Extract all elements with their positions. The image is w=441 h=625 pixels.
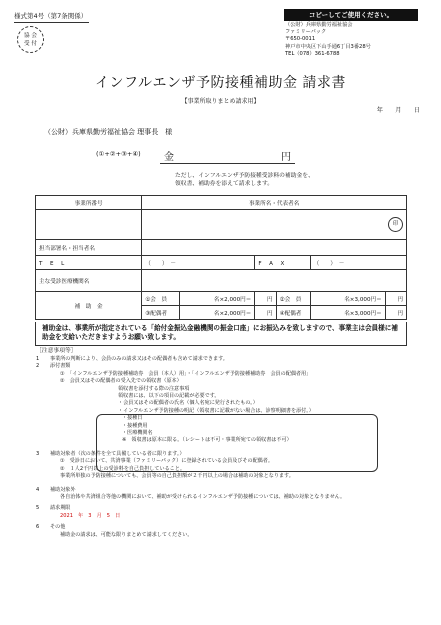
subsidy-cell[interactable]: 円 xyxy=(385,292,406,306)
note-row xyxy=(36,386,412,393)
note-number: 2 xyxy=(36,363,40,370)
document-subtitle: 【事業所取りまとめ請求用】 xyxy=(181,98,260,105)
note-text: ② １人2千円以上の受診料を自己負担していること。 xyxy=(60,465,185,472)
org-line: 〒650-0011 xyxy=(285,36,316,43)
note-text: ① 受診日において、共済事業（ファミリーパック）に登録されている会員及びその配偶者。 xyxy=(60,458,273,465)
subsidy-cell[interactable]: 名×3,000円＝ xyxy=(310,306,385,320)
note-text: ・医療機関名 xyxy=(122,430,153,437)
note-row xyxy=(36,458,412,465)
tel-field[interactable]: （ ） － xyxy=(142,256,255,270)
subsidy-cell[interactable]: 円 xyxy=(385,306,406,320)
subsidy-cell: ③配偶者 xyxy=(142,306,180,320)
clinic-label: 主な受診医療機関名 xyxy=(36,270,142,292)
office-name-field[interactable] xyxy=(142,210,407,240)
note-text: ・接種日 xyxy=(122,415,143,422)
amount-field[interactable] xyxy=(160,148,295,164)
stamp-char: 協 xyxy=(24,33,30,39)
fax-field[interactable]: （ ） － xyxy=(310,256,406,270)
note-text: 補助対象外 xyxy=(50,486,76,493)
note-number: 5 xyxy=(36,505,40,512)
note-text: ・会員又はその配偶者の氏名（個人名宛に発行されたもの。） xyxy=(118,400,258,407)
note-text: 事業所の判断により、会員のみの請求又はその配偶者も含めて請求できます。 xyxy=(50,356,228,362)
office-no-field[interactable] xyxy=(36,210,142,240)
note-text: ② 会員又はその配偶者の受入先での領収書（原本） xyxy=(60,378,182,385)
subsidy-cell[interactable]: 名×2,000円＝ xyxy=(180,292,255,306)
note-row xyxy=(36,415,412,422)
notes-list xyxy=(36,356,412,539)
seal-mark: 印 xyxy=(388,217,403,232)
note-row xyxy=(36,378,412,385)
tel-label: T E L xyxy=(36,256,142,270)
person-label: 担当部署名・担当者名 xyxy=(36,240,142,256)
request-line: 領収書、補助券を添えて請求します。 xyxy=(175,181,274,187)
fax-label: F A X xyxy=(255,256,310,270)
clinic-field[interactable] xyxy=(142,270,407,292)
organization-address xyxy=(285,22,371,58)
amount-suffix: 円 xyxy=(281,152,291,163)
document-title: インフルエンザ予防接種補助金 請求書 xyxy=(95,75,346,91)
amount-formula: (①+②+③+④) xyxy=(96,150,141,158)
note-row xyxy=(36,423,412,430)
note-text: 2021 年 3 月 5 日 xyxy=(60,512,121,519)
note-number: 1 xyxy=(36,356,40,362)
note-text: 領収書を添付する際の注意事項 xyxy=(118,385,190,392)
stamp-char: 受 xyxy=(24,41,30,47)
note-row xyxy=(36,505,412,512)
org-line: TEL（078）361-6788 xyxy=(285,50,340,57)
transfer-notice: 補助金は、事業所が指定されている「給付金振込金融機関の振金口座」にお振込みを致しますので、事業主は会員様に補助金を支給いただきますようお願い致します。 xyxy=(35,322,407,346)
note-row xyxy=(36,494,412,501)
note-text: 補助金の請求は、可能な限りまとめて請求してください。 xyxy=(60,531,193,538)
date-line: 年 月 日 xyxy=(376,107,420,114)
note-number: 4 xyxy=(36,486,40,493)
note-text: ・接種費用 xyxy=(122,422,148,429)
notes-header: ［注意事項等］ xyxy=(36,348,77,354)
subsidy-cell[interactable]: 円 xyxy=(255,306,276,320)
note-text: 請求期限 xyxy=(50,505,71,512)
person-field[interactable] xyxy=(142,240,407,256)
note-row xyxy=(36,400,412,407)
subsidy-cell: ④配偶者 xyxy=(276,306,310,320)
note-row xyxy=(36,532,412,539)
copy-notice-banner: コピーしてご使用ください。 xyxy=(284,9,418,21)
subsidy-cell: ②会 員 xyxy=(276,292,310,306)
note-text: ① 「インフルエンザ予防接種補助券 会員（本人）用」・「インフルエンザ予防接種補助券 会員の配偶者用」 xyxy=(60,370,312,377)
amount-prefix: 金 xyxy=(164,152,174,163)
reception-stamp xyxy=(17,26,44,53)
note-row xyxy=(36,437,412,444)
request-line: ただし、インフルエンザ予防接種受診料の補助金を、 xyxy=(175,173,314,179)
note-text: 補助対象者（次の条件を全て具備している者に限ります。） xyxy=(50,450,185,457)
stamp-char: 会 xyxy=(31,33,37,39)
note-row xyxy=(36,466,412,473)
note-text: ※ 領収書は原本に限る。（レシートは不可・事業所宛ての領収書は不可） xyxy=(122,437,292,444)
note-row xyxy=(36,524,412,531)
note-number: 3 xyxy=(36,450,40,457)
subsidy-label: 補 助 金 xyxy=(36,292,142,320)
note-text: 事業所単独の予防接種についても、会員等の自己負担額が２千円以上の場合は補助の対象となります。 xyxy=(60,473,294,480)
org-line: （公財）兵庫県勤労福祉協会 xyxy=(285,22,353,28)
application-form-table xyxy=(35,195,407,320)
note-row xyxy=(36,513,412,520)
org-line: 神戸市中央区下山手通6丁目3番28号 xyxy=(285,43,371,50)
subsidy-cell: ①会 員 xyxy=(142,292,180,306)
stamp-char: 付 xyxy=(31,41,37,47)
note-text: ・インフルエンザ予防接種の明記（領収書に記載がない場合は、診察明細書を添付。） xyxy=(118,407,314,414)
form-number: 様式第4号（第7条関係） xyxy=(14,10,89,23)
office-no-label: 事業所番号 xyxy=(36,196,142,210)
note-row xyxy=(36,356,412,363)
note-row xyxy=(36,473,412,480)
note-text: 各自治体や共済組合等他の機関において、補助が受けられるインフルエンザ予防接種については、補助の対象となりません。 xyxy=(60,493,346,500)
subsidy-cell[interactable]: 名×2,000円＝ xyxy=(180,306,255,320)
office-name-label: 事業所名・代表者名 xyxy=(142,196,407,210)
subsidy-cell[interactable]: 円 xyxy=(255,292,276,306)
request-text xyxy=(175,172,314,188)
note-text: 添付書類 xyxy=(50,363,71,370)
addressee: （公財）兵庫県勤労福祉協会 理事長 様 xyxy=(44,128,173,136)
note-row xyxy=(36,408,412,415)
subsidy-cell[interactable]: 名×3,000円＝ xyxy=(310,292,385,306)
note-row xyxy=(36,363,412,370)
note-row xyxy=(36,487,412,494)
note-text: その他 xyxy=(50,524,66,531)
org-line: ファミリーパック xyxy=(285,29,327,36)
note-text: 領収書には、以下の項目の記載が必要です。 xyxy=(118,393,220,400)
note-number: 6 xyxy=(36,524,40,531)
